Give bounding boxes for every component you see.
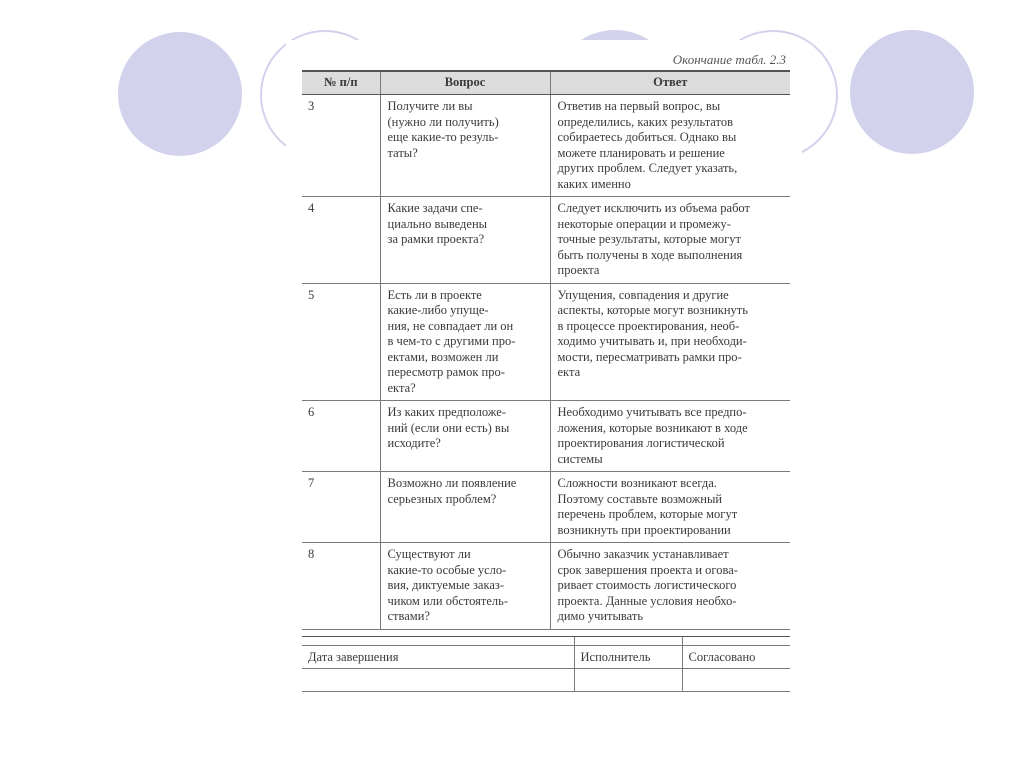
row-question: Какие задачи спе- циально выведены за рамки проекта? [380,197,550,284]
table-row [302,543,790,630]
completion-date-label: Дата завершения [302,646,574,669]
approved-cell [682,669,790,692]
row-number: 3 [302,95,380,197]
header-answer: Ответ [550,71,790,95]
executor-label: Исполнитель [574,646,682,669]
scanned-table-page [286,40,802,705]
signoff-table [302,636,790,692]
executor-cell [574,669,682,692]
signoff-empty-row [302,669,790,692]
header-question: Вопрос [380,71,550,95]
completion-date-cell [302,669,574,692]
row-question: Существуют ли какие-то особые усло- вия, диктуемые заказ- чиком или обстоятель- ствами? [380,543,550,630]
decorative-circle-right [850,30,974,154]
table-header-row [302,71,790,95]
row-number: 4 [302,197,380,284]
row-question: Есть ли в проекте какие-либо упуще- ния, не совпадает ли он в чем-то с другими про- ектами, возможен ли пересмотр рамок про- екта? [380,283,550,401]
table-row [302,283,790,401]
row-number: 8 [302,543,380,630]
row-answer: Ответив на первый вопрос, вы определились, каких результатов собираетесь добиться. Однако вы можете планировать и решение других проблем. Следует указать, каких именно [550,95,790,197]
row-number: 6 [302,401,380,472]
table-row [302,197,790,284]
table-caption: Окончание табл. 2.3 [672,52,786,67]
questions-table [302,70,790,630]
header-number: № п/п [302,71,380,95]
row-answer: Сложности возникают всегда. Поэтому составьте возможный перечень проблем, которые могут возникнуть при проектировании [550,472,790,543]
table-row [302,401,790,472]
approved-label: Согласовано [682,646,790,669]
decorative-circle-left [118,32,242,156]
row-answer: Необходимо учитывать все предпо- ложения, которые возникают в ходе проектирования логистической системы [550,401,790,472]
row-answer: Обычно заказчик устанавливает срок завершения проекта и огова- ривает стоимость логистического проекта. Данные условия необхо- димо учитывать [550,543,790,630]
table-row [302,472,790,543]
signoff-spacer-row [302,637,790,646]
signoff-label-row [302,646,790,669]
row-number: 7 [302,472,380,543]
row-number: 5 [302,283,380,401]
row-question: Возможно ли появление серьезных проблем? [380,472,550,543]
row-question: Из каких предположе- ний (если они есть) вы исходите? [380,401,550,472]
row-answer: Следует исключить из объема работ некоторые операции и промежу- точные результаты, которые могут быть получены в ходе выполнения проекта [550,197,790,284]
table-row [302,95,790,197]
row-answer: Упущения, совпадения и другие аспекты, которые могут возникнуть в процессе проектирования, необ- ходимо учитывать и, при необходи- мости, пересматривать рамки про- екта [550,283,790,401]
row-question: Получите ли вы (нужно ли получить) еще какие-то резуль- таты? [380,95,550,197]
